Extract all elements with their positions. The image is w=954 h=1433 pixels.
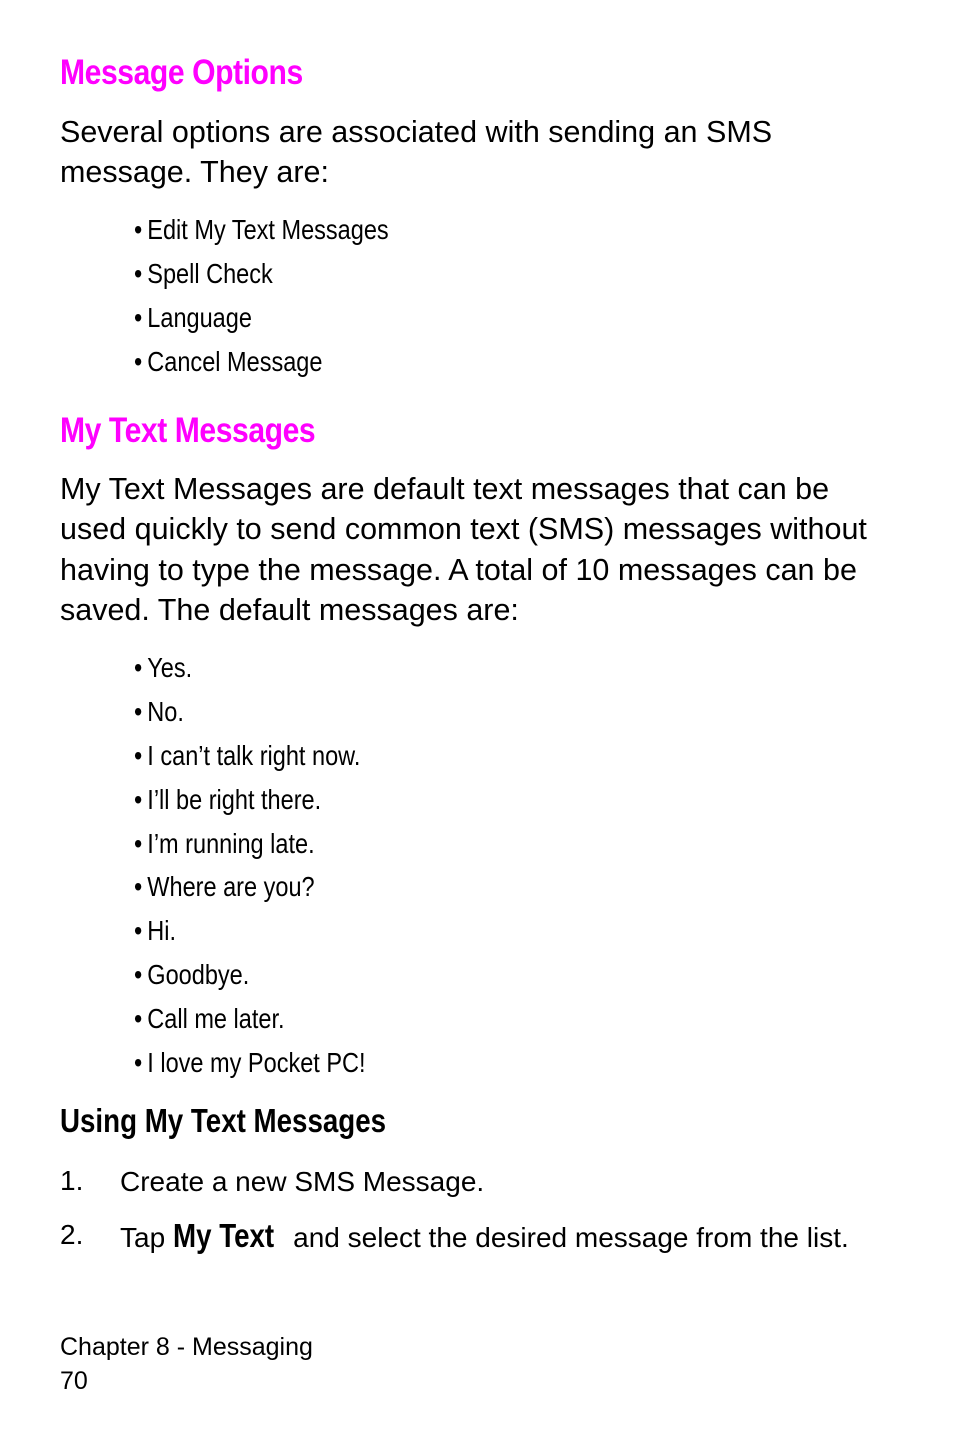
list-item: • Cancel Message: [134, 345, 323, 377]
message-options-list: [134, 214, 437, 390]
step-text: Tap My Text and select the desired message from the list.: [120, 1217, 849, 1254]
default-messages-list: [134, 652, 410, 1091]
list-item: • Language: [134, 301, 252, 333]
bullet-icon: •: [134, 345, 143, 377]
list-item: • I’ll be right there.: [134, 783, 322, 815]
bullet-icon: •: [134, 1003, 143, 1035]
bullet-icon: •: [134, 827, 143, 859]
using-my-text-messages-heading: Using My Text Messages: [60, 1102, 387, 1139]
list-item: • Yes.: [134, 652, 193, 683]
list-item: • Hi.: [134, 915, 177, 947]
bullet-icon: •: [134, 783, 143, 815]
bullet-icon: •: [134, 257, 143, 289]
step-number: 1.: [60, 1165, 84, 1196]
my-text-messages-heading: My Text Messages: [60, 411, 316, 450]
list-item: • Spell Check: [134, 257, 273, 289]
bullet-icon: •: [134, 915, 143, 947]
list-item: • Call me later.: [134, 1003, 285, 1035]
bullet-icon: •: [134, 214, 143, 245]
message-options-heading: Message Options: [60, 53, 303, 92]
bullet-icon: •: [134, 1047, 143, 1079]
bullet-icon: •: [134, 301, 143, 333]
bullet-icon: •: [134, 959, 143, 991]
list-item: • I’m running late.: [134, 827, 315, 859]
list-item: • No.: [134, 695, 184, 727]
my-text-keyword: My Text: [172, 1217, 275, 1254]
step-text: Create a new SMS Message.: [120, 1166, 485, 1197]
list-item: • Goodbye.: [134, 959, 250, 991]
step-number: 2.: [60, 1219, 84, 1250]
list-item: • I love my Pocket PC!: [134, 1047, 366, 1079]
bullet-icon: •: [134, 652, 143, 683]
list-item: • Edit My Text Messages: [134, 214, 389, 245]
bullet-icon: •: [134, 695, 143, 727]
list-item: • Where are you?: [134, 871, 315, 903]
page-number: 70: [60, 1367, 88, 1395]
bullet-icon: •: [134, 739, 143, 771]
message-options-intro: Several options are associated with sending an SMS message. They are:: [60, 115, 773, 190]
chapter-footer: Chapter 8 - Messaging: [60, 1333, 313, 1361]
list-item: • I can’t talk right now.: [134, 739, 361, 771]
bullet-icon: •: [134, 871, 143, 903]
my-text-messages-intro: My Text Messages are default text messages that can be used quickly to send common text (SMS) messages without having to type the message. A total of 10 messages can be saved. The default messages are:: [60, 472, 867, 627]
